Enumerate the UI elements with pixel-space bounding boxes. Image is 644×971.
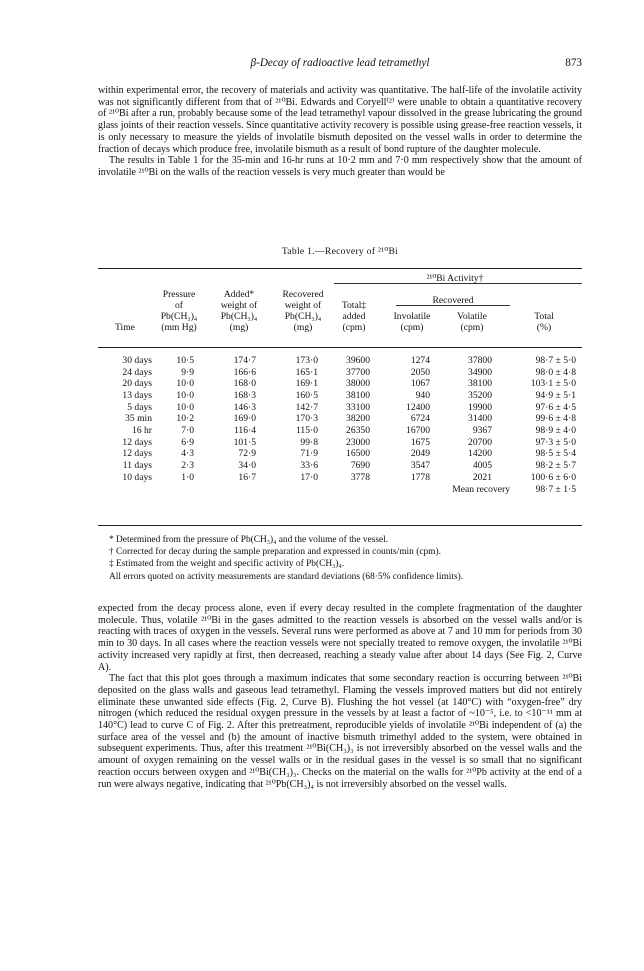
cell-recovered: 165·1 bbox=[295, 366, 318, 378]
cell-total-pct: 98·2 ± 5·7 bbox=[535, 459, 576, 471]
running-header bbox=[98, 57, 582, 71]
cell-time: 13 days bbox=[122, 389, 152, 401]
cell-time: 10 days bbox=[122, 471, 152, 483]
cell-recovered: 17·0 bbox=[300, 471, 318, 483]
table-top-rule bbox=[98, 268, 582, 269]
cell-pressure: 6·9 bbox=[181, 436, 194, 448]
cell-involatile: 1675 bbox=[410, 436, 430, 448]
paragraph: The fact that this plot goes through a maximum indicates that some secondary reaction is occurring between ²¹⁰Bi deposited on the glass walls and gaseous lead tetramethyl. Flaming the vessels improved matters but did not entirely eliminate these unwanted side effects (Fig. 2, Curve B). Flushing the hot vessel (at 140°C) with “oxygen-free” dry nitrogen (which reduced the residual oxygen pressure in the vessels by at least a factor of ~10⁻⁵, i.e. to <10⁻¹¹ mm at 140°C) lead to curve C of Fig. 2. After this pretreatment, reproducible yields of involatile ²¹⁰Bi independent of (a) the surface area of the vessel and (b) the amount of inactive bismuth trimethyl added to the system, were obtained in subsequent experiments. Thus, after this treatment ²¹⁰Bi(CH₃)₃ is not irreversibly absorbed on the vessel walls and the amount of oxygen remaining on the vessel walls or in the residual gases in the vessel is so small that no significant reaction occurs between oxygen and ²¹⁰Bi(CH₃)₃. Checks on the material on the walls for ²¹⁰Pb activity at the end of a run were always negative, indicating that ²¹⁰Pb(CH₃)₄ is not irreversibly absorbed on the vessel walls. bbox=[98, 673, 582, 790]
footnote: † Corrected for decay during the sample preparation and expressed in counts/min (cpm). bbox=[109, 547, 441, 558]
cell-volatile: 9367 bbox=[472, 424, 492, 436]
cell-volatile: 38100 bbox=[468, 378, 492, 390]
cell-time: 5 days bbox=[127, 401, 152, 413]
cell-added: 168·3 bbox=[233, 389, 256, 401]
cell-added: 34·0 bbox=[238, 459, 256, 471]
cell-total-added: 26350 bbox=[346, 424, 370, 436]
cell-volatile: 14200 bbox=[468, 448, 492, 460]
table-caption: Table 1.—Recovery of ²¹⁰Bi bbox=[281, 246, 399, 257]
cell-total-pct: 100·6 ± 6·0 bbox=[530, 471, 576, 483]
header-volatile: Volatile bbox=[457, 311, 487, 322]
cell-total-pct: 98·7 ± 5·0 bbox=[535, 355, 576, 366]
cell-recovered: 71·9 bbox=[300, 448, 318, 460]
header-total-added: added bbox=[342, 311, 366, 322]
table-header-rule bbox=[98, 347, 582, 348]
header-recovered-weight: Pb(CH₃)₄ bbox=[284, 311, 322, 322]
header-added-weight: Added* bbox=[223, 289, 255, 300]
header-pressure: (mm Hg) bbox=[161, 322, 197, 333]
cell-total-pct: 97·3 ± 5·0 bbox=[535, 436, 576, 448]
cell-involatile: 3547 bbox=[410, 459, 430, 471]
cell-total-added: 3778 bbox=[350, 471, 370, 483]
header-added-weight: Pb(CH₃)₄ bbox=[220, 311, 258, 322]
cell-recovered: 115·0 bbox=[295, 424, 318, 436]
cell-volatile: 34900 bbox=[468, 366, 492, 378]
cell-total-added: 7690 bbox=[350, 459, 370, 471]
cell-recovered: 170·3 bbox=[295, 413, 318, 425]
header-volatile: (cpm) bbox=[460, 322, 484, 333]
cell-pressure: 2·3 bbox=[181, 459, 194, 471]
header-involatile: (cpm) bbox=[400, 322, 424, 333]
cell-total-added: 23000 bbox=[346, 436, 370, 448]
header-recovered-weight: (mg) bbox=[293, 322, 313, 333]
cell-total-pct: 98·0 ± 4·8 bbox=[535, 366, 576, 378]
body-text-bottom bbox=[98, 603, 582, 790]
cell-added: 16·7 bbox=[238, 471, 256, 483]
paragraph: The results in Table 1 for the 35-min and 16-hr runs at 10·2 mm and 7·0 mm respectively show that the amount of involatile ²¹⁰Bi on the walls of the reaction vessels is very much greater than would be bbox=[98, 155, 582, 178]
cell-pressure: 10·0 bbox=[176, 389, 194, 401]
cell-total-pct: 98·5 ± 5·4 bbox=[535, 448, 576, 460]
header-recovered-weight: Recovered bbox=[282, 289, 324, 300]
cell-added: 166·6 bbox=[233, 366, 256, 378]
cell-time: 20 days bbox=[122, 378, 152, 390]
cell-total-pct: 103·1 ± 5·0 bbox=[530, 378, 576, 390]
cell-pressure: 10·5 bbox=[176, 355, 194, 366]
header-added-weight: weight of bbox=[220, 300, 258, 311]
cell-added: 169·0 bbox=[233, 413, 256, 425]
cell-pressure: 10·2 bbox=[176, 413, 194, 425]
cell-involatile: 940 bbox=[415, 389, 430, 401]
cell-time: 12 days bbox=[122, 436, 152, 448]
header-pressure: of bbox=[175, 300, 183, 311]
cell-recovered: 99·8 bbox=[300, 436, 318, 448]
cell-volatile: 20700 bbox=[468, 436, 492, 448]
cell-total-pct: 98·9 ± 4·0 bbox=[535, 424, 576, 436]
cell-recovered: 33·6 bbox=[300, 459, 318, 471]
cell-volatile: 4005 bbox=[472, 459, 492, 471]
header-pressure: Pb(CH₃)₄ bbox=[160, 311, 198, 322]
header-involatile: Involatile bbox=[393, 311, 431, 322]
cell-pressure: 7·0 bbox=[181, 424, 194, 436]
cell-involatile: 1778 bbox=[410, 471, 430, 483]
cell-pressure: 9·9 bbox=[181, 366, 194, 378]
cell-added: 174·7 bbox=[233, 355, 256, 366]
cell-added: 168·0 bbox=[233, 378, 256, 390]
header-total-added: Total‡ bbox=[341, 300, 367, 311]
cell-time: 11 days bbox=[122, 459, 152, 471]
mean-recovery-value: 98·7 ± 1·5 bbox=[535, 484, 576, 496]
cell-volatile: 37800 bbox=[468, 355, 492, 366]
header-recovered-weight: weight of bbox=[284, 300, 322, 311]
cell-recovered: 173·0 bbox=[295, 355, 318, 366]
cell-total-added: 38100 bbox=[346, 389, 370, 401]
cell-involatile: 1274 bbox=[410, 355, 430, 366]
cell-pressure: 4·3 bbox=[181, 448, 194, 460]
cell-total-added: 37700 bbox=[346, 366, 370, 378]
header-total-added: (cpm) bbox=[342, 322, 366, 333]
cell-total-pct: 94·9 ± 5·1 bbox=[535, 389, 576, 401]
cell-involatile: 12400 bbox=[406, 401, 430, 413]
cell-time: 24 days bbox=[122, 366, 152, 378]
cell-involatile: 2050 bbox=[410, 366, 430, 378]
running-title: β-Decay of radioactive lead tetramethyl bbox=[250, 57, 430, 69]
cell-total-added: 33100 bbox=[346, 401, 370, 413]
cell-volatile: 2021 bbox=[472, 471, 492, 483]
header-activity-group: ²¹⁰Bi Activity† bbox=[426, 273, 484, 284]
cell-total-pct: 99·6 ± 4·8 bbox=[535, 413, 576, 425]
footnote: All errors quoted on activity measurements are standard deviations (68·5% confidence limits). bbox=[109, 571, 464, 582]
cell-recovered: 142·7 bbox=[295, 401, 318, 413]
cell-pressure: 10·0 bbox=[176, 378, 194, 390]
cell-total-pct: 97·6 ± 4·5 bbox=[535, 401, 576, 413]
cell-added: 116·4 bbox=[233, 424, 256, 436]
paragraph: expected from the decay process alone, even if every decay resulted in the complete fragmentation of the daughter molecule. Thus, volatile ²¹⁰Bi in the gases admitted to the reaction vessels is absorbed on the vessel walls and/or is reacting with traces of oxygen in the vessels. Several runs were performed as above at 7 and 10 mm for periods from 30 min to 30 days. In all cases where the reaction vessels were not specially treated to remove oxygen, the involatile ²¹⁰Bi activity increased very rapidly at first, then decreased, reaching a steady value after about 14 days (See Fig. 2, Curve A). bbox=[98, 603, 582, 673]
cell-total-added: 16500 bbox=[346, 448, 370, 460]
cell-added: 101·5 bbox=[233, 436, 256, 448]
cell-volatile: 19900 bbox=[468, 401, 492, 413]
header-pressure: Pressure bbox=[162, 289, 196, 300]
header-recovered-group: Recovered bbox=[432, 295, 474, 306]
header-added-weight: (mg) bbox=[229, 322, 249, 333]
cell-volatile: 35200 bbox=[468, 389, 492, 401]
cell-involatile: 6724 bbox=[410, 413, 430, 425]
cell-added: 146·3 bbox=[233, 401, 256, 413]
cell-total-added: 38000 bbox=[346, 378, 370, 390]
body-text-top bbox=[98, 85, 582, 179]
cell-time: 12 days bbox=[122, 448, 152, 460]
cell-recovered: 160·5 bbox=[295, 389, 318, 401]
cell-added: 72·9 bbox=[238, 448, 256, 460]
paragraph: within experimental error, the recovery of materials and activity was quantitative. The half-life of the involatile activity was not significantly different from that of ²¹⁰Bi. Edwards and Coryell⁽²⁾ were unable to obtain a quantitative recovery of ²¹⁰Bi after a run, probably because some of the lead tetramethyl vapour dissolved in the grease lubricating the ground glass joints of their reaction vessels. Since quantitative activity recovery is possible using grease-free reaction vessels, it is only necessary to measure the yields of involatile bismuth deposited on the vessel walls in order to determine the fraction of decays which produce free, involatile bismuth as a result of bond rupture of the daughter molecule. bbox=[98, 85, 582, 155]
cell-volatile: 31400 bbox=[468, 413, 492, 425]
cell-time: 30 days bbox=[122, 355, 152, 366]
page-number: 873 bbox=[565, 57, 582, 69]
cell-involatile: 2049 bbox=[410, 448, 430, 460]
cell-involatile: 1067 bbox=[410, 378, 430, 390]
cell-pressure: 10·0 bbox=[176, 401, 194, 413]
mean-recovery-label: Mean recovery bbox=[452, 484, 510, 496]
footnote: * Determined from the pressure of Pb(CH₃)₄ and the volume of the vessel. bbox=[109, 535, 389, 545]
cell-time: 35 min bbox=[125, 413, 152, 425]
footnote: ‡ Estimated from the weight and specific activity of Pb(CH₃)₄. bbox=[109, 559, 345, 570]
table-footnotes bbox=[98, 534, 582, 583]
cell-recovered: 169·1 bbox=[295, 378, 318, 390]
header-total-pct: (%) bbox=[536, 322, 552, 333]
cell-total-added: 38200 bbox=[346, 413, 370, 425]
header-total-pct: Total bbox=[534, 311, 554, 322]
table-bottom-rule bbox=[98, 525, 582, 526]
cell-involatile: 16700 bbox=[406, 424, 430, 436]
cell-time: 16 hr bbox=[132, 424, 152, 436]
header-time: Time bbox=[115, 322, 135, 333]
cell-pressure: 1·0 bbox=[181, 471, 194, 483]
cell-total-added: 39600 bbox=[346, 355, 370, 366]
